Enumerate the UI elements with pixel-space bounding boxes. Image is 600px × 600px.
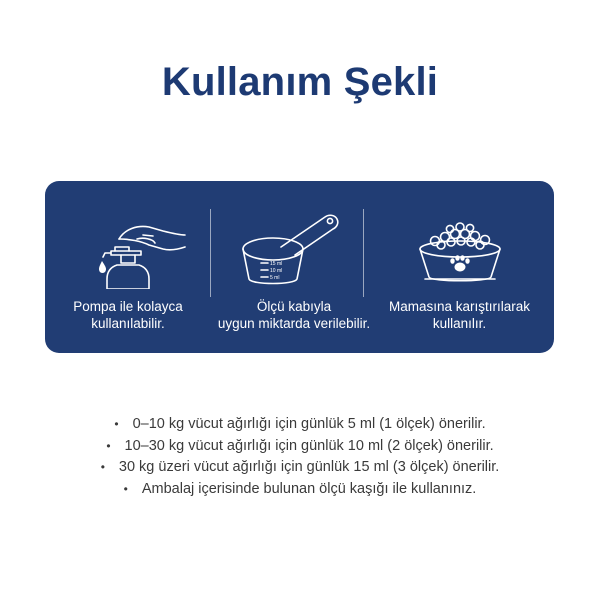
cup-mark-10: 10 ml [270, 268, 283, 274]
list-item-text: Ambalaj içerisinde bulunan ölçü kaşığı ile kullanınız. [141, 480, 477, 497]
bullet-icon: • [100, 460, 105, 474]
step-pump [45, 181, 211, 353]
measuring-cup-icon [211, 209, 377, 289]
divider [363, 209, 364, 297]
cup-mark-15: 15 ml [270, 261, 283, 267]
step-pump-caption-line: Pompa ile kolayca [73, 299, 183, 314]
step-pump-caption [45, 298, 211, 332]
step-food-bowl-caption-line: kullanılır. [432, 316, 487, 331]
list-item-text: 10–30 kg vücut ağırlığı için günlük 10 ml (2 ölçek) önerilir. [124, 437, 494, 454]
bullet-icon: • [106, 438, 111, 453]
list-item [0, 457, 600, 479]
list-item [0, 414, 600, 436]
usage-card [45, 181, 554, 353]
step-measuring-cup-caption [211, 298, 377, 332]
bullet-icon: • [123, 481, 128, 496]
list-item [0, 436, 600, 458]
food-bowl-icon [365, 209, 554, 289]
list-item [0, 479, 600, 501]
step-measuring-cup [211, 181, 377, 353]
dosage-list [0, 414, 600, 500]
list-item-text: 0–10 kg vücut ağırlığı için günlük 5 ml (1 ölçek) önerilir. [132, 416, 486, 432]
step-measuring-cup-caption-line: uygun miktarda verilebilir. [217, 316, 371, 331]
pump-bottle-icon [45, 209, 211, 289]
cup-mark-5: 5 ml [270, 275, 280, 281]
step-measuring-cup-caption-line: Ölçü kabıyla [256, 299, 332, 314]
list-item-text: 30 kg üzeri vücut ağırlığı için günlük 15 ml (3 ölçek) önerilir. [118, 459, 500, 475]
step-pump-caption-line: kullanılabilir. [91, 316, 165, 331]
bullet-icon: • [114, 417, 119, 431]
step-food-bowl-caption-line: Mamasına karıştırılarak [388, 299, 531, 314]
page-title: Kullanım Şekli [161, 60, 439, 104]
step-food-bowl [365, 181, 554, 353]
step-food-bowl-caption [365, 298, 554, 332]
